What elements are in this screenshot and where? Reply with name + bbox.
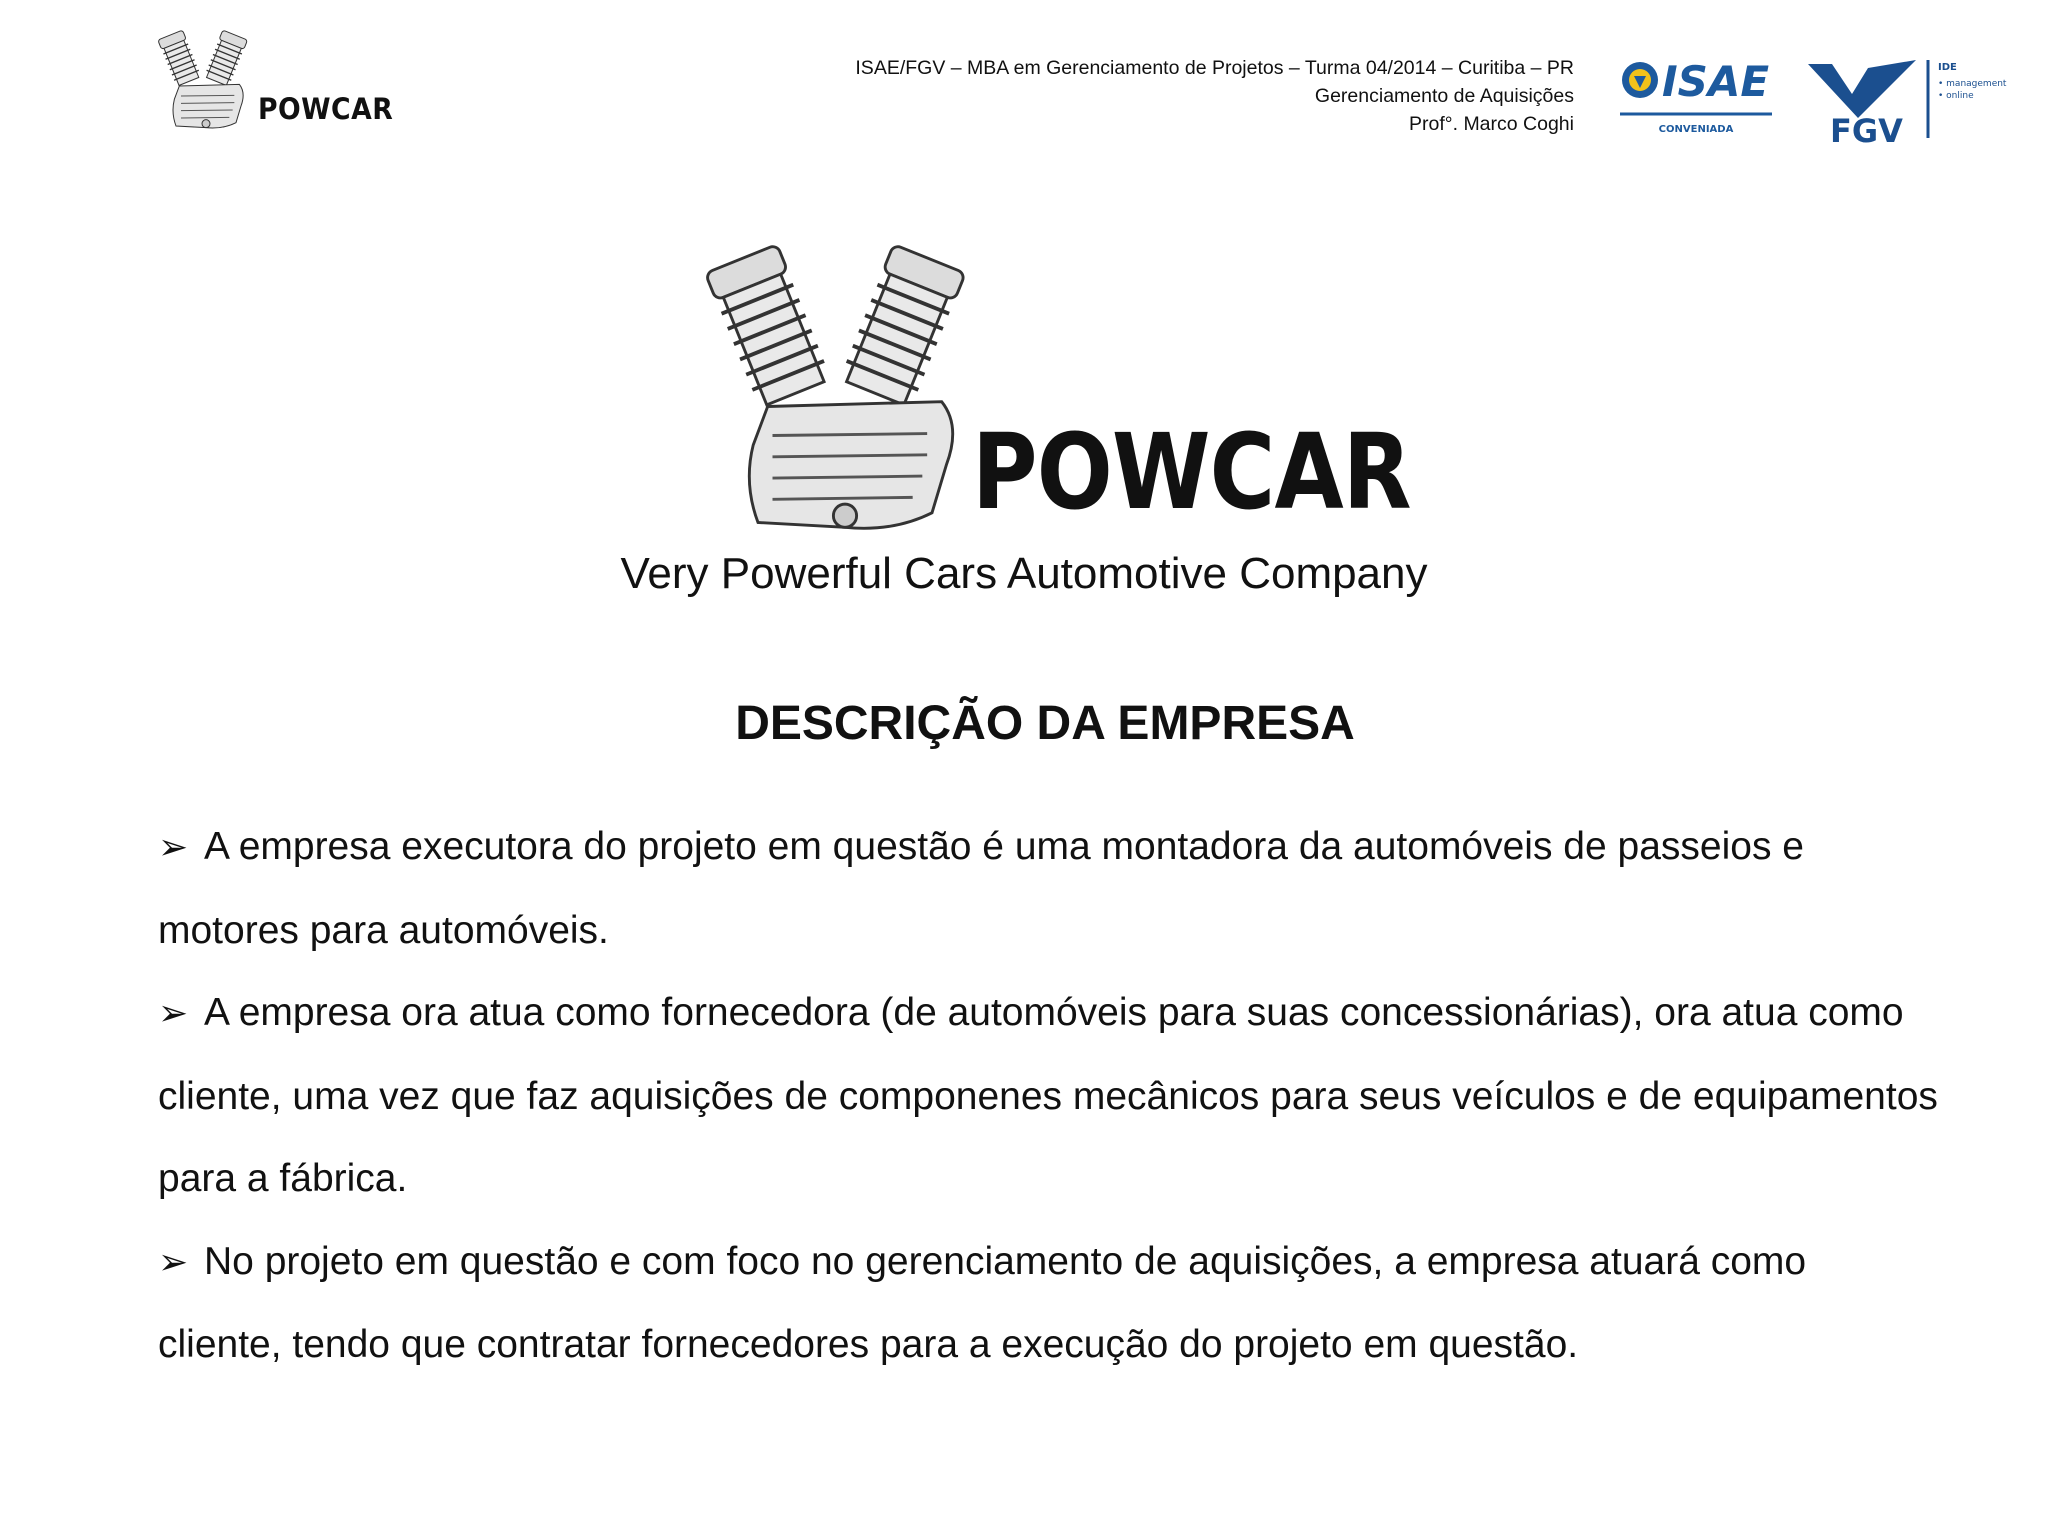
paragraph-text: A empresa ora atua como fornecedora (de automóveis para suas concessionárias), ora atua como cliente, uma vez que faz aquisições de componenes mecânicos para seus veículos e de equipamentos para a fábrica.: [158, 991, 1938, 1200]
description-paragraph: [158, 1221, 1938, 1387]
section-title: DESCRIÇÃO DA EMPRESA: [735, 697, 1355, 750]
isae-wordmark: ISAE: [1662, 57, 1770, 106]
fgv-ide: IDE: [1938, 62, 1957, 73]
header-brand: POWCAR: [258, 92, 394, 126]
fgv-logo: [1808, 56, 2038, 146]
description-list: [158, 806, 1938, 1387]
arrow-bullet-icon: ➢: [158, 827, 189, 868]
arrow-bullet-icon: ➢: [158, 993, 189, 1034]
engine-icon: [700, 240, 990, 544]
arrow-bullet-icon: ➢: [158, 1241, 189, 1283]
header-logo: [156, 26, 396, 136]
engine-icon: [156, 26, 256, 136]
description-paragraph: [158, 972, 1938, 1221]
description-paragraph: [158, 806, 1938, 972]
course-info: [855, 54, 1574, 138]
fgv-tag-management: • management: [1938, 79, 2007, 89]
fgv-tag-online: • online: [1938, 91, 1974, 101]
course-line-3: Prof°. Marco Coghi: [1409, 113, 1574, 135]
course-line-1: ISAE/FGV – MBA em Gerenciamento de Projetos – Turma 04/2014 – Curitiba – PR: [855, 57, 1574, 79]
isae-logo: [1618, 54, 1778, 140]
paragraph-text: A empresa executora do projeto em questão é uma montadora da automóveis de passeios e motores para automóveis.: [158, 825, 1804, 952]
course-line-2: Gerenciamento de Aquisições: [1314, 85, 1574, 107]
isae-caption: CONVENIADA: [1658, 124, 1734, 135]
paragraph-text: No projeto em questão e com foco no gerenciamento de aquisições, a empresa atuará como cliente, tendo que contratar fornecedores para a execução do projeto em questão.: [158, 1239, 1807, 1366]
hero-brand: POWCAR: [972, 411, 1411, 533]
fgv-wordmark: FGV: [1830, 112, 1903, 146]
tagline: Very Powerful Cars Automotive Company: [620, 549, 1428, 598]
hero-engine-illustration: [700, 240, 990, 544]
